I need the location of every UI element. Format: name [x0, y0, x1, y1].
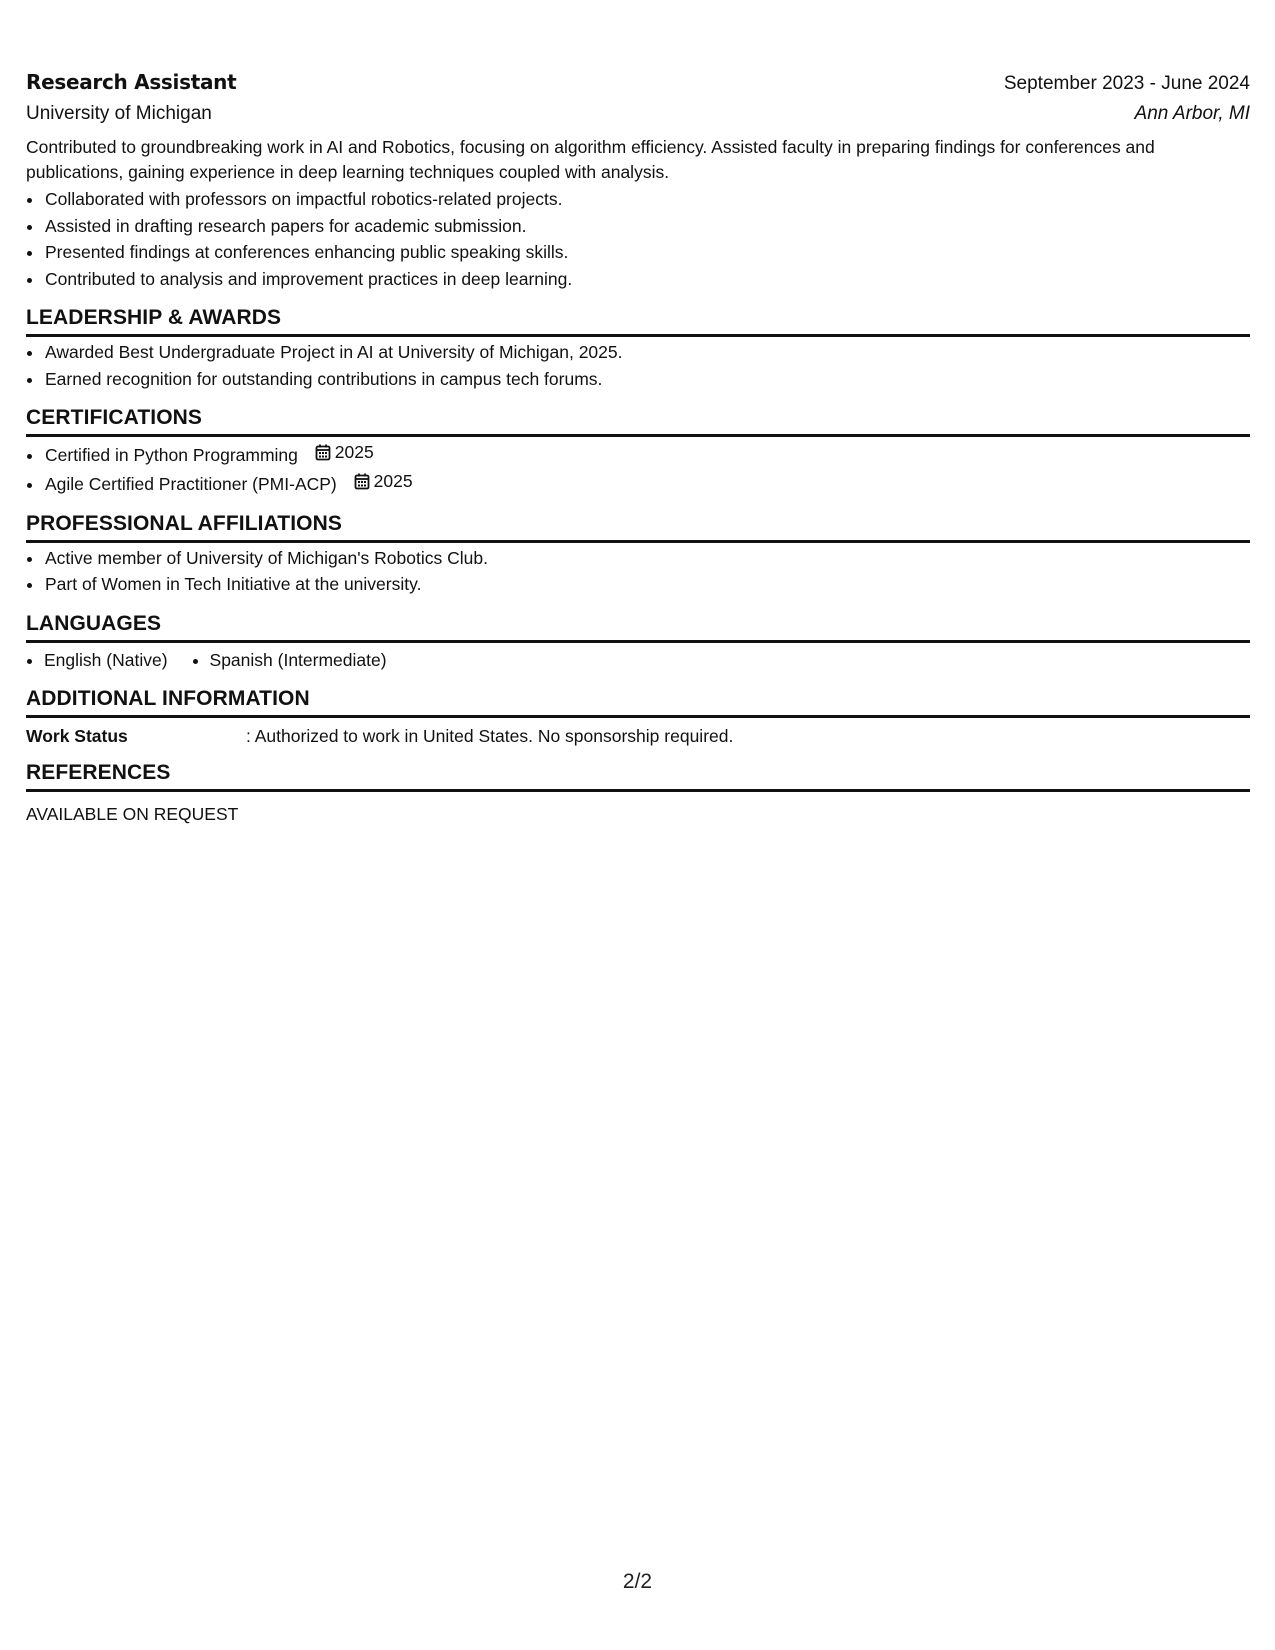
list-item: • Collaborated with professors on impactful robotics-related projects.	[44, 186, 1250, 213]
certification-date	[315, 439, 374, 466]
job-location: Ann Arbor, MI	[1134, 103, 1250, 124]
affiliations-list	[26, 545, 1250, 598]
certifications-section	[26, 406, 1250, 498]
languages-list	[26, 647, 1250, 673]
job-description: Contributed to groundbreaking work in AI and Robotics, focusing on algorithm efficiency. Assisted faculty in preparing findings for conferences and publications, gaining experience in deep learning techniques coupled with analysis.	[26, 137, 1155, 182]
section-title: REFERENCES	[26, 761, 1250, 792]
language-item: • English (Native)	[44, 647, 168, 673]
certification-name: Certified in Python Programming	[45, 444, 298, 465]
list-item: • Contributed to analysis and improvement practices in deep learning.	[44, 266, 1250, 293]
certifications-list	[26, 439, 1250, 498]
languages-section	[26, 612, 1250, 673]
list-item: • Awarded Best Undergraduate Project in AI at University of Michigan, 2025.	[44, 339, 1250, 366]
leadership-section	[26, 306, 1250, 392]
list-item: • Earned recognition for outstanding contributions in campus tech forums.	[44, 366, 1250, 393]
page-number: 2/2	[622, 1570, 653, 1593]
job-title: Research Assistant	[26, 70, 237, 94]
section-title: PROFESSIONAL AFFILIATIONS	[26, 512, 1250, 543]
job-organization: University of Michigan	[26, 103, 212, 124]
list-item: • Part of Women in Tech Initiative at the university.	[44, 571, 1250, 598]
certification-item	[44, 468, 1250, 497]
section-title: LANGUAGES	[26, 612, 1250, 643]
certification-year: 2025	[373, 471, 413, 492]
info-label: Work Status	[26, 725, 128, 746]
experience-entry	[26, 70, 1250, 292]
list-item: • Presented findings at conferences enhancing public speaking skills.	[44, 239, 1250, 266]
job-header	[26, 70, 1250, 95]
list-item: • Assisted in drafting research papers for academic submission.	[44, 213, 1250, 240]
section-title: CERTIFICATIONS	[26, 406, 1250, 437]
job-bullets	[26, 186, 1250, 292]
affiliations-section	[26, 512, 1250, 598]
section-title: LEADERSHIP & AWARDS	[26, 306, 1250, 337]
certification-item	[44, 439, 1250, 468]
calendar-icon	[315, 444, 331, 461]
job-dates: September 2023 - June 2024	[1003, 73, 1250, 94]
references-section	[26, 761, 1250, 825]
leadership-list	[26, 339, 1250, 392]
resume-page	[26, 70, 1250, 825]
additional-info-section	[26, 687, 1250, 747]
job-subheader	[26, 103, 1250, 125]
references-text: AVAILABLE ON REQUEST	[26, 803, 239, 824]
calendar-icon	[354, 473, 370, 490]
list-item: • Active member of University of Michigan's Robotics Club.	[44, 545, 1250, 572]
info-value: : Authorized to work in United States. No sponsorship required.	[246, 725, 734, 746]
certification-year: 2025	[334, 442, 374, 462]
certification-date	[354, 468, 413, 495]
info-row	[26, 726, 1250, 747]
language-item: • Spanish (Intermediate)	[210, 647, 387, 673]
certification-name: Agile Certified Practitioner (PMI-ACP)	[45, 474, 337, 494]
section-title: ADDITIONAL INFORMATION	[26, 687, 1250, 718]
